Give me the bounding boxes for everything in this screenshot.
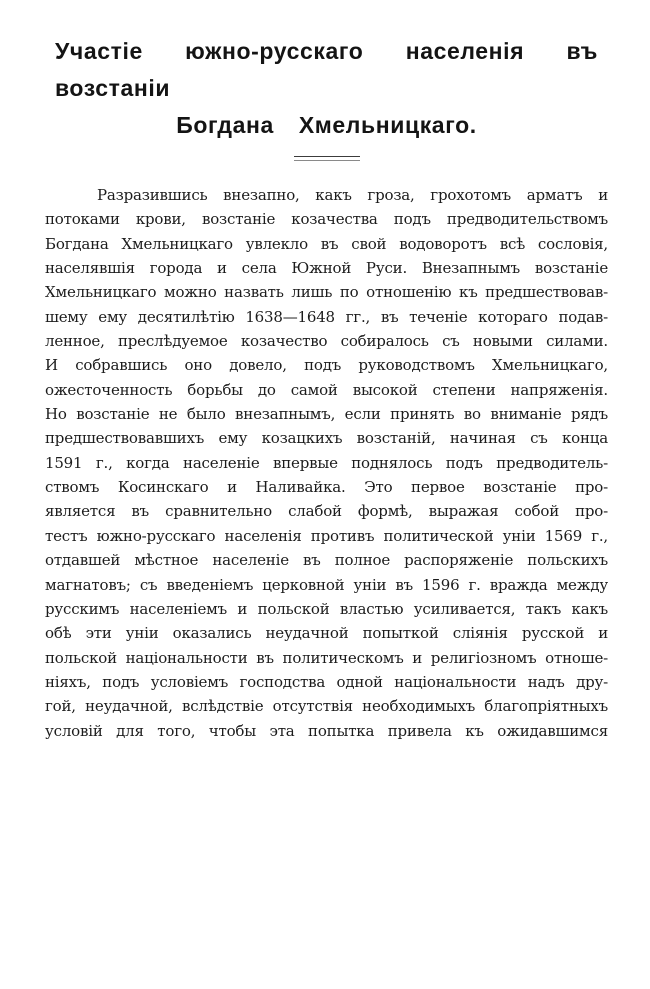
text-line: Но возстаніе не было внезапнымъ, если принять во вниманіе рядъ [45, 405, 608, 424]
title-divider-rule [294, 156, 360, 161]
text-line: отдавшей мѣстное населеніе въ полное распоряженіе польскихъ [45, 551, 608, 570]
text-line: обѣ эти уніи оказались неудачной попыткой сліянія русской и [45, 624, 608, 643]
text-line: Разразившись внезапно, какъ гроза, грохотомъ арматъ и [97, 186, 608, 204]
text-line: Хмельницкаго можно назвать лишь по отношенію къ предшествовав- [45, 283, 608, 302]
text-line: ствомъ Косинскаго и Наливайка. Это первое возстаніе про- [45, 478, 608, 497]
text-line: 1591 г., когда населеніе впервые поднялось подъ предводитель- [45, 453, 608, 472]
text-line: шему ему десятилѣтію 1638—1648 гг., въ теченіе котораго подав- [45, 307, 608, 326]
title-line-1: Участіе южно-русскаго населенія въ возстаніи [55, 38, 598, 101]
text-line: Богдана Хмельницкаго увлекло въ свой водоворотъ всѣ сословія, [45, 234, 608, 253]
text-line: условій для того, чтобы эта попытка привела къ ожидавшимся [45, 721, 608, 740]
text-line: ніяхъ, подъ условіемъ господства одной національности надъ дру- [45, 672, 608, 691]
text-line: тестъ южно-русскаго населенія противъ политической уніи 1569 г., [45, 526, 608, 545]
text-line: гой, неудачной, вслѣдствіе отсутствія необходимыхъ благопріятныхъ [45, 697, 608, 716]
text-line: русскимъ населеніемъ и польской властью усиливается, такъ какъ [45, 599, 608, 618]
text-line: ленное, преслѣдуемое козачество собиралось съ новыми силами. [45, 332, 608, 351]
text-line: И собравшись оно довело, подъ руководствомъ Хмельницкаго, [45, 356, 608, 375]
text-line: польской національности въ политическомъ и религіозномъ отноше- [45, 648, 608, 667]
body-paragraph [45, 183, 608, 743]
text-line: магнатовъ; съ введеніемъ церковной уніи въ 1596 г. вражда между [45, 575, 608, 594]
text-line: является въ сравнительно слабой формѣ, выражая собой про- [45, 502, 608, 521]
page-title [55, 33, 598, 144]
text-line: потоками крови, возстаніе козачества подъ предводительствомъ [45, 210, 608, 229]
text-line: населявшія города и села Южной Руси. Внезапнымъ возстаніе [45, 259, 608, 278]
title-line-2: Богдана Хмельницкаго. [176, 112, 477, 138]
text-line: предшествовавшихъ ему козацкихъ возстаній, начиная съ конца [45, 429, 608, 448]
text-line: ожесточенность борьбы до самой высокой степени напряженія. [45, 380, 608, 399]
